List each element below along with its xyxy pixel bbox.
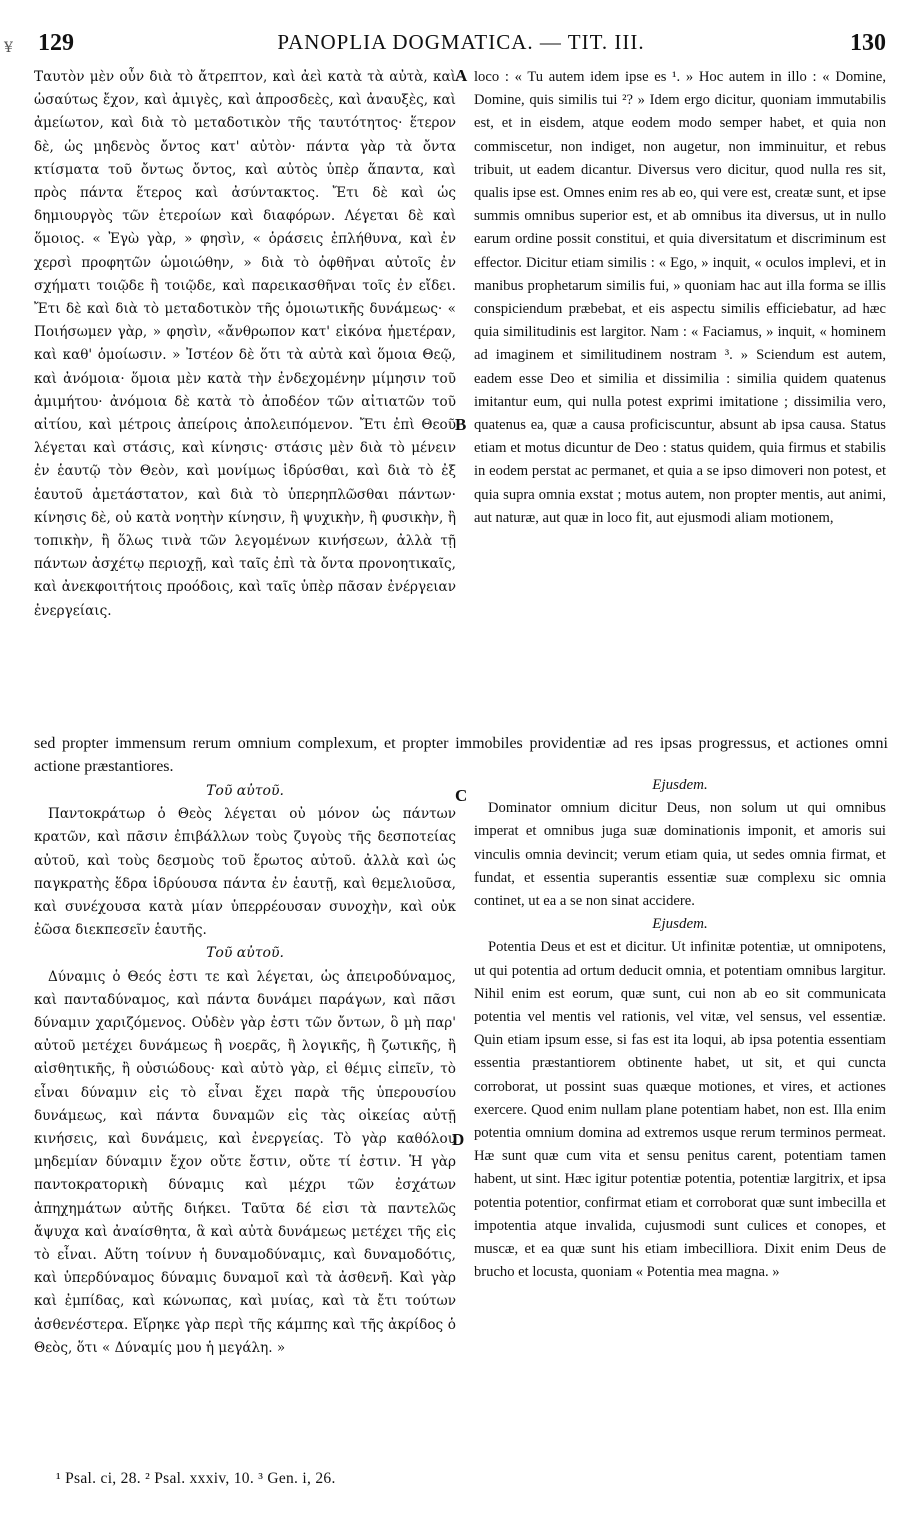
running-title: PANOPLIA DOGMATICA. — TIT. III. [277,30,645,54]
latin-paragraph: loco : « Tu autem idem ipse es ¹. » Hoc autem in illo : « Domine, Domine, quis similis tui ²? » Idem ergo dicitur, quoniam immutabilis est, et in eisdem, atque eodem modo semper habet, et quia non commiscetur, non indiget, non augetur, non imminuitur, et rebus tribuit, ut eadem dicantur. Diversus vero dicitur, quod nulla res sit, qualis ipse est. Omnes enim res ab eo, qui vere est, creatæ sunt, et ipse summis omnibus superior est, et ab omnibus ita diversus, ut in nullo earum ordine possit constitui, et quia diversitatum et discriminum est effector. Dicitur etiam similis : « Ego, » inquit, « oculos implevi, et in manibus prophetarum similis fui, » quoniam hac aut illa forma se illis conspiciendum præbebat, et eis aspectu similis efficiebatur, ad hæc quia similitudinis est largitor. Nam : « Faciamus, » inquit, « hominem ad imaginem et similitudinem nostram ³. » Sciendum est autem, eadem esse Deo et similia et dissimilia : similia quidem quatenus imitantur eum, qui nulla potest exprimi imitatione ; dissimilia vero, quatenus ea, quæ a causa proficiscuntur, absunt ab ipsa causa. Status etiam et motus dicuntur de Deo : status quidem, quia firmus et stabilis in eodem perstat ac permanet, et quia a se ipso dimoveri non potest, et quia supra omnia exstat ; motus autem, non propter mentis, aut animi, aut naturæ, aut quæ in loco fit, aut ejusmodi aliam motionem, [474,69,886,526]
margin-letter-c: C [455,786,468,805]
page-number-left: 129 [38,30,74,56]
greek-column-upper [34,66,456,734]
latin-paragraph: Dominator omnium dicitur Deus, non solum ut qui omnibus imperat et omnibus juga suæ dominationis imponit, et amoris sui vinculis omnia devincit; verum etiam quia, ut sedes omnia firmat, et fundat, et essentia superantis essentiæ suæ complexu sic omnia continet, ut ea a se non sinat accidere. [474,800,886,910]
spanning-text: sed propter immensum rerum omnium complexum, et propter immobiles providentiæ ad res ipsas progressus, et actiones omni actione præstantiores. [34,735,888,775]
greek-section-title: Τοῦ αὐτοῦ. [206,783,284,799]
greek-section-title: Τοῦ αὐτοῦ. [206,945,284,962]
edge-mark: ¥ [4,40,13,56]
page-number-right: 130 [850,30,886,56]
latin-column-lower [474,774,886,1460]
latin-section-title: Ejusdem. [652,916,708,933]
greek-column-lower [34,780,456,1460]
footnotes: ¹ Psal. ci, 28. ² Psal. xxxiv, 10. ³ Gen. i, 26. [56,1470,336,1487]
margin-letter-d: D [452,1130,465,1149]
latin-paragraph: Potentia Deus et est et dicitur. Ut infinitæ potentiæ, ut omnipotens, ut qui potentia ad ortum deducit omnia, et potentiam omnibus largitur. Nihil enim est eorum, quæ sunt, cui non ab eo sit communicata potentia vel mentis vel rationis, vel vitæ, vel sensus, vel essentiæ. Quin etiam ipsum esse, si fas est ita loqui, ab ipsa potentia essentiam essentia præstantiorem obtinente habet, ut sit, et qui cuncta corroborat, ut possint suas quæque motiones, et vires, et actiones exercere. Quod enim nullam plane potentiam habet, non est. Illa enim potentia omnium domina ad extremos usque rerum terminos permeat. Hæ sunt quæ cum vita et sensu penitus carent, potentiam tamen habent, ut sint. Hæc igitur potentiæ potentia, potentiæ largitrix, et ipsa potentia potentior, confirmat etiam et corroborat quæ sunt imbecilla et impotentia atque invalida, cujusmodi sunt culices et conopes, et muscæ, et ea quæ sunt his etiam imbecilliora. Dixit enim Deus de bruchо et locusta, quoniam « Potentia mea magna. » [474,939,886,1281]
latin-column-upper [474,66,886,734]
greek-paragraph: Ταυτὸν μὲν οὖν διὰ τὸ ἄτρεπτον, καὶ ἀεὶ κατὰ τὰ αὐτὰ, καὶ ὡσαύτως ἔχον, καὶ ἀμιγὲς, καὶ ἀπροσδεὲς, καὶ ἀναυξὲς, καὶ ἀμείωτον, καὶ διὰ τὸ μεταδοτικὸν τῆς ταυτότητος· ἕτερον δὲ, ὡς μηδενὸς ὄντος κατ' αὐτὸν· πάντα γὰρ τὰ ὄντα κτίσματα τοῦ ὄντως ὄντος, καὶ αὐτὸς ὑπὲρ ἅπαντα, καὶ πρὸς πάντα ἕτερος καὶ ἀσύντακτος. Ἔτι δὲ καὶ ὡς δημιουργὸς τῶν ἑτεροίων καὶ διαφόρων. Λέγεται δὲ καὶ ὅμοιος. « Ἐγὼ γὰρ, » φησὶν, « ὁράσεις ἐπλήθυνα, καὶ ἐν χερσὶ προφητῶν ὡμοιώθην, » διὰ τὸ ὀφθῆναι αὐτοῖς ἐν σχήματι τοιῷδε ἢ τοιῷδε, καὶ παρεικασθῆναι τοῖς ἐν εἴδει. Ἔτι δὲ καὶ διὰ τὸ μεταδοτικὸν τῆς ὁμοιωτικῆς δυνάμεως· « Ποιήσωμεν γὰρ, » φησὶν, «ἄνθρωπον κατ' εἰκόνα ἡμετέραν, καὶ καθ' ὁμοίωσιν. » Ἰστέον δὲ ὅτι τὰ αὐτὰ καὶ ὅμοια Θεῷ, καὶ ἀνόμοια· ὅμοια μὲν κατὰ τὴν ἐνδεχομένην μίμησιν τοῦ ἀμιμήτου· ἀνόμοια δὲ κατὰ τὸ ἀποδέον τῶν αἰτιατῶν τοῦ αἰτίου, καὶ μέτροις ἀπείροις ἀπολειπόμενον. Ἔτι ἐπὶ Θεοῦ λέγεται καὶ στάσις, καὶ κίνησις· στάσις μὲν διὰ τὸ μένειν ἐν ἑαυτῷ τὸν Θεὸν, καὶ μονίμως ἱδρύσθαι, καὶ διὰ τὸ ἐξ ἑαυτοῦ ἀμετάστατον, καὶ διὰ τὸ ὑπερηπλῶσθαι πάντων· κίνησις δὲ, οὐ κατὰ νοητὴν κίνησιν, ἢ ψυχικὴν, ἢ φυσικὴν, ἢ τοπικὴν, ἢ ὅλως τινὰ τῶν λεγομένων κινήσεων, ἀλλὰ τῇ πάντων ἀσχέτῳ περιοχῇ, καὶ ταῖς ἐπὶ τὰ ὄντα προνοητικαῖς, καὶ ἀνεκφοιτήτοις προόδοις, καὶ ταῖς ὑπὲρ πᾶσαν ἐνέργειαν ἐνεργείαις. [34,69,456,619]
latin-section-title: Ejusdem. [652,777,708,793]
greek-paragraph: Παντοκράτωρ ὁ Θεὸς λέγεται οὐ μόνον ὡς πάντων κρατῶν, καὶ πᾶσιν ἐπιβάλλων τοὺς ζυγοὺς τῆς δεσποτείας αὐτοῦ, καὶ τοὺς δεσμοὺς τοῦ ἔρωτος αὐτοῦ. ἀλλὰ καὶ ὡς παγκρατὴς ἕδρα ἱδρύουσα πάντα ἐν ἑαυτῇ, καὶ θεμελιοῦσα, καὶ συνέχουσα κατὰ μίαν ὑπερρέουσαν συνοχὴν, καὶ οὐκ ἐῶσα διεκπεσεῖν ἑαυτῆς. [34,806,456,939]
margin-letter-b: B [455,415,467,434]
greek-paragraph: Δύναμις ὁ Θεός ἐστι τε καὶ λέγεται, ὡς ἀπειροδύναμος, καὶ πανταδύναμος, καὶ πάντα δυνάμει παράγων, καὶ πᾶσι δύναμιν χαριζόμενος. Οὐδὲν γὰρ ἐστι τῶν ὄντων, ὃ μὴ παρ' αὐτοῦ μετέχει δυνάμεως ἢ νοερᾶς, ἢ λογικῆς, ἢ ζωτικῆς, ἢ αἰσθητικῆς, ἢ οὐσιώδους· καὶ αὐτὸ γὰρ, εἰ θέμις εἰπεῖν, τὸ εἶναι δύναμιν εἰς τὸ εἶναι ἔχει παρὰ τῆς ὑπερουσίου δυνάμεως, καὶ πάντα δυναμῶν εἰς τὰς οἰκείας αὐτῇ κινήσεις, καὶ δυνάμεις, καὶ ἐνεργείας. Τὸ γὰρ καθόλου μηδεμίαν δύναμιν ἔχον οὔτε ἔστιν, οὔτε τί ἐστιν. Ἡ γὰρ παντοκρατορικὴ δύναμις καὶ μέχρι τῶν ἐσχάτων ἀπηχημάτων αὐτῆς διήκει. Ταῦτα δέ εἰσι τὰ παντελῶς ἄψυχα καὶ ἀναίσθητα, ἃ καὶ αὐτὰ δυνάμεως μετέχει τῆς εἰς τὸ εἶναι. Αὕτη τοίνυν ἡ δυναμοδύναμις, καὶ δυναμοδότις, καὶ ὑπερδύναμος δύναμις δυναμοῖ καὶ τὰ ἀσθενῆ. Καὶ γὰρ καὶ ἐμπίδας, καὶ κώνωπας, καὶ μυίας, καὶ τὰ ἔτι τούτων ἀσθενέστερα. Εἴρηκε γὰρ περὶ τῆς κάμπης καὶ τῆς ἀκρίδος ὁ Θεὸς, ὅτι « Δύναμίς μου ἡ μεγάλη. » [34,968,456,1356]
margin-letter-a: A [455,66,468,85]
